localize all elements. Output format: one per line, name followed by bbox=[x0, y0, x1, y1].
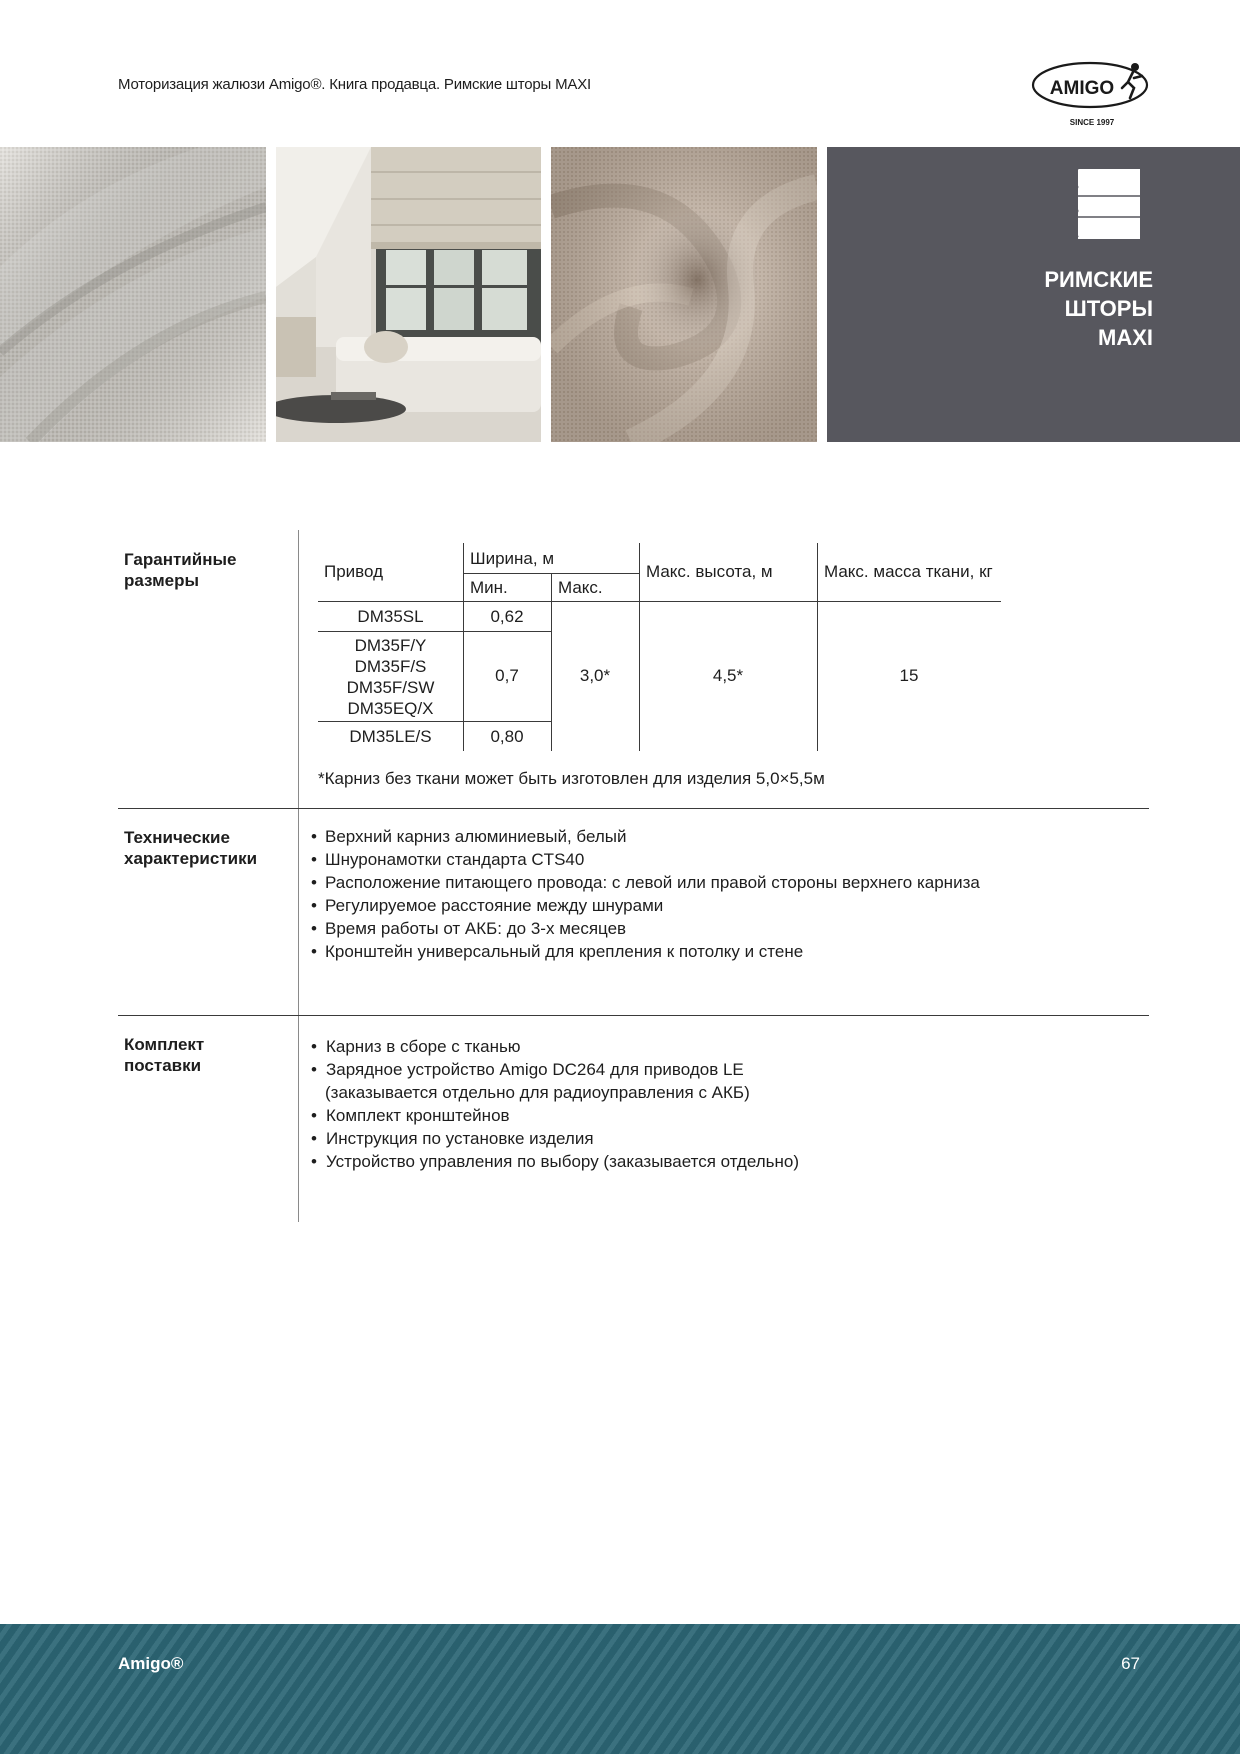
header-max-height: Макс. высота, м bbox=[646, 562, 773, 581]
list-item: • Инструкция по установке изделия bbox=[311, 1127, 799, 1150]
footer-brand: Amigo® bbox=[118, 1654, 184, 1673]
product-title-panel bbox=[827, 147, 1240, 442]
max-width-cell: 3,0* bbox=[579, 666, 611, 685]
document-title: Моторизация жалюзи Amigo®. Книга продавца. Римские шторы MAXI bbox=[118, 76, 591, 93]
section-label-tech: Технические характеристики bbox=[124, 828, 258, 868]
section-divider-vertical bbox=[298, 530, 299, 1222]
list-item: • Шнуронамотки стандарта CTS40 bbox=[311, 848, 980, 871]
page-number: 67 bbox=[1121, 1654, 1140, 1673]
list-item-continuation: (заказывается отдельно для радиоуправления с АКБ) bbox=[325, 1083, 750, 1102]
section-divider bbox=[118, 1015, 1149, 1016]
fabric-texture-photo bbox=[0, 147, 266, 442]
list-item: • Регулируемое расстояние между шнурами bbox=[311, 894, 980, 917]
header-max-mass: Макс. масса ткани, кг bbox=[824, 562, 993, 581]
list-item: • Расположение питающего провода: с левой или правой стороны верхнего карниза bbox=[311, 871, 980, 894]
page-footer bbox=[0, 1624, 1240, 1754]
draped-fabric-photo bbox=[551, 147, 817, 442]
sizes-table bbox=[318, 543, 1001, 751]
product-title bbox=[1044, 265, 1153, 352]
product-title-line-3: MAXI bbox=[1098, 325, 1153, 350]
list-item: • Устройство управления по выбору (заказывается отдельно) bbox=[311, 1150, 799, 1173]
max-mass-cell: 15 bbox=[899, 666, 919, 685]
kit-list bbox=[311, 1035, 799, 1173]
list-item: • Карниз в сборе с тканью bbox=[311, 1035, 799, 1058]
min-width-cell: 0,80 bbox=[490, 727, 524, 746]
logo-text: AMIGO bbox=[1049, 78, 1115, 99]
product-title-line-1: РИМСКИЕ bbox=[1044, 267, 1153, 292]
list-item: • Кронштейн универсальный для крепления к потолку и стене bbox=[311, 940, 980, 963]
list-item: • Время работы от АКБ: до 3-х месяцев bbox=[311, 917, 980, 940]
min-width-cell: 0,7 bbox=[495, 666, 519, 685]
drive-cell-group: DM35F/Y DM35F/S DM35F/SW DM35EQ/X bbox=[346, 636, 435, 718]
logo-since: SINCE 1997 bbox=[1069, 118, 1115, 127]
section-divider bbox=[118, 808, 1149, 809]
max-height-cell: 4,5* bbox=[712, 666, 744, 685]
header-drive: Привод bbox=[324, 562, 384, 581]
header-width-max: Макс. bbox=[558, 578, 603, 597]
tech-spec-list bbox=[311, 825, 980, 963]
amigo-logo bbox=[1030, 58, 1154, 130]
roman-blind-icon bbox=[1070, 167, 1142, 239]
list-item: • Зарядное устройство Amigo DC264 для приводов LE bbox=[311, 1058, 799, 1081]
section-label-sizes: Гарантийные размеры bbox=[124, 550, 237, 590]
drive-cell: DM35LE/S bbox=[349, 727, 432, 746]
section-label-kit: Комплект поставки bbox=[124, 1035, 205, 1075]
product-title-line-2: ШТОРЫ bbox=[1064, 296, 1153, 321]
interior-roman-blind-photo bbox=[276, 147, 541, 442]
header-width-min: Мин. bbox=[470, 578, 508, 597]
min-width-cell: 0,62 bbox=[490, 607, 524, 626]
header-width: Ширина, м bbox=[470, 549, 555, 568]
drive-cell: DM35SL bbox=[357, 607, 424, 626]
table-footnote: *Карниз без ткани может быть изготовлен для изделия 5,0×5,5м bbox=[318, 769, 825, 788]
list-item: • Комплект кронштейнов bbox=[311, 1104, 799, 1127]
list-item: • Верхний карниз алюминиевый, белый bbox=[311, 825, 980, 848]
